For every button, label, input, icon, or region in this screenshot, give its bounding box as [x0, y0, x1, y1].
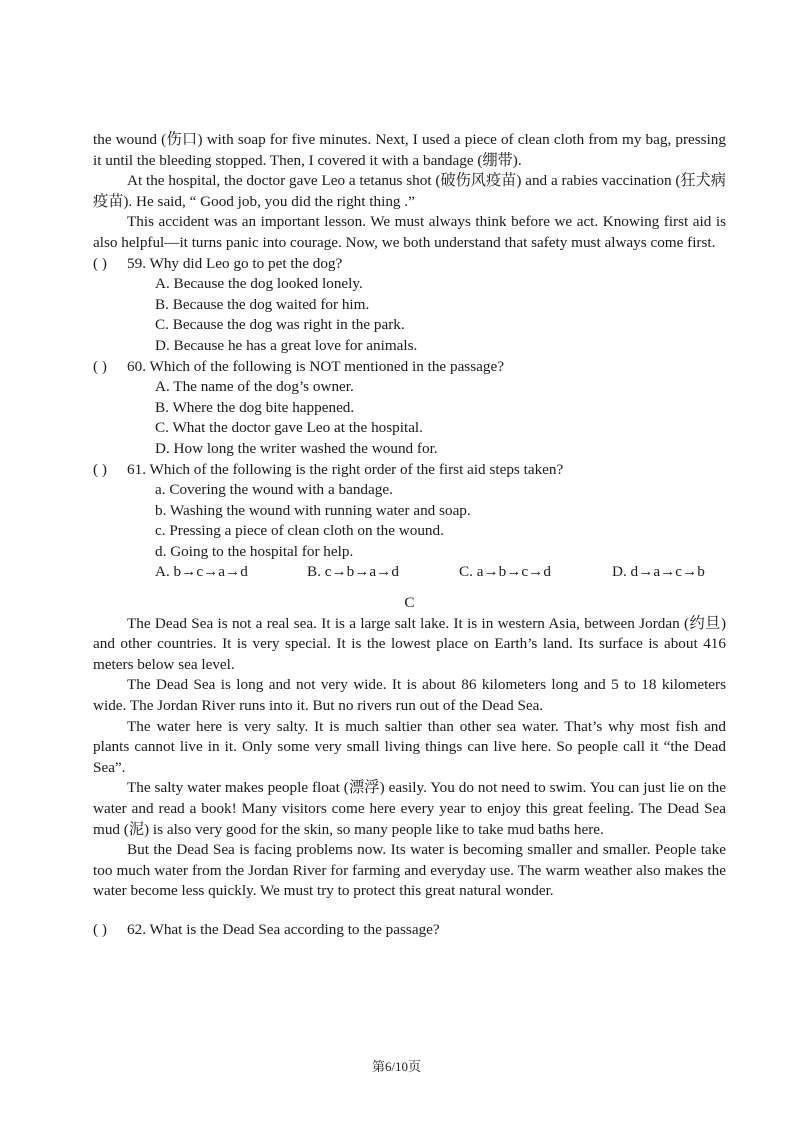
option-c: C. What the doctor gave Leo at the hospital. [155, 419, 423, 437]
question-61 [93, 460, 726, 584]
question-text: 62. What is the Dead Sea according to the passage? [127, 920, 440, 938]
option-a: A. The name of the dog’s owner. [155, 378, 354, 396]
option-c: C. a→b→c→d [459, 563, 551, 581]
step-b: b. Washing the wound with running water and soap. [155, 501, 471, 519]
passage-c-paragraph-3: The water here is very salty. It is much saltier than other sea water. That’s why most fish and plants cannot live in it. Only some very small living things can live here. So people call it “the Dead Sea”. [93, 717, 726, 776]
question-60 [93, 357, 726, 460]
option-a: A. b→c→a→d [155, 563, 248, 581]
passage-b-paragraph-3: This accident was an important lesson. We must always think before we act. Knowing first aid is also helpful—it turns panic into courage. Now, we both understand that safety must always come first. [93, 213, 726, 251]
passage-c-paragraph-1: The Dead Sea is not a real sea. It is a large salt lake. It is in western Asia, between Jordan (约旦) and other countries. It is very special. It is the lowest place on Earth’s land. Its surface is about 416 meters below sea level. [93, 614, 726, 673]
section-heading-c: C [404, 594, 415, 612]
passage-c-paragraph-4: The salty water makes people float (漂浮) easily. You do not need to swim. You can just lie on the water and read a book! Many visitors come here every year to enjoy this great feeling. The Dead Sea mud (泥) is also very good for the skin, so many people like to take mud baths here. [93, 779, 726, 838]
question-62 [93, 920, 726, 941]
step-a: a. Covering the wound with a bandage. [155, 481, 393, 499]
option-d: D. Because he has a great love for animals. [155, 336, 418, 354]
option-b: B. c→b→a→d [307, 563, 399, 581]
question-text: 61. Which of the following is the right order of the first aid steps taken? [127, 460, 564, 478]
question-59 [93, 254, 726, 357]
passage-c-paragraph-2: The Dead Sea is long and not very wide. It is about 86 kilometers long and 5 to 18 kilometers wide. The Jordan River runs into it. But no rivers run out of the Dead Sea. [93, 676, 726, 715]
option-d: D. How long the writer washed the wound for. [155, 439, 438, 457]
option-c: C. Because the dog was right in the park. [155, 316, 405, 334]
passage-b-paragraph-1: the wound (伤口) with soap for five minutes. Next, I used a piece of clean cloth from my bag, pressing it until the bleeding stopped. Then, I covered it with a bandage (绷带). [93, 131, 726, 169]
option-d: D. d→a→c→b [612, 563, 705, 581]
option-b: B. Where the dog bite happened. [155, 398, 355, 416]
answer-blank: ( ) [93, 460, 107, 478]
answer-blank: ( ) [93, 357, 107, 375]
step-c: c. Pressing a piece of clean cloth on the wound. [155, 522, 444, 540]
option-b: B. Because the dog waited for him. [155, 295, 370, 313]
question-text: 60. Which of the following is NOT mentioned in the passage? [127, 357, 504, 375]
answer-blank: ( ) [93, 254, 107, 272]
answer-blank: ( ) [93, 920, 107, 938]
question-text: 59. Why did Leo go to pet the dog? [127, 254, 343, 272]
page-content [93, 130, 726, 941]
page-number: 第6/10页 [371, 1059, 422, 1074]
passage-c-paragraph-5: But the Dead Sea is facing problems now. Its water is becoming smaller and smaller. People take too much water from the Jordan River for farming and everyday use. The warm weather also makes the water become less quickly. We must try to protect this great natural wonder. [93, 841, 726, 900]
passage-b-paragraph-2: At the hospital, the doctor gave Leo a tetanus shot (破伤风疫苗) and a rabies vaccination (狂犬病疫苗). He said, “ Good job, you did the right thing .” [93, 172, 726, 210]
options-row [155, 562, 726, 583]
step-d: d. Going to the hospital for help. [155, 542, 354, 560]
option-a: A. Because the dog looked lonely. [155, 275, 363, 293]
